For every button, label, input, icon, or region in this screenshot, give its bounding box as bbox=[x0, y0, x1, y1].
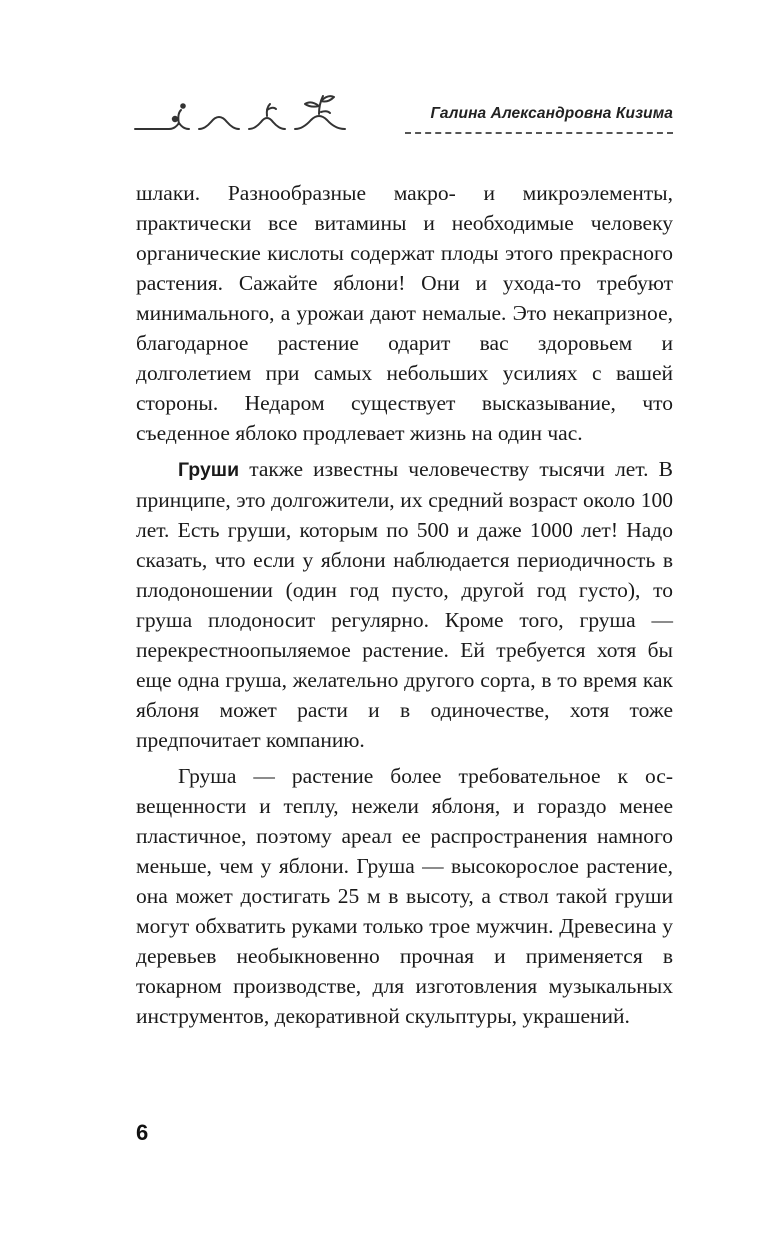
paragraph-2 bbox=[136, 454, 673, 755]
page-body bbox=[136, 178, 673, 1031]
header-dashed-rule bbox=[405, 132, 673, 134]
page-number: 6 bbox=[136, 1120, 149, 1145]
sprouting-seedling-ornament-icon bbox=[133, 88, 413, 140]
paragraph-3: Груша — растение более требовательное к освещенности и теплу, нежели яблоня, и гораздо менее пластичное, поэтому ареал ее распространения намного меньше, чем у яблони. Груша — высокорослое растение, она может достигать 25 м в высоту, а ствол такой груши могут обхватить руками только трое мужчин. Древесина у деревьев необыкновенно прочная и применяется в токарном производстве, для изготовления музыкальных инструментов, декоративной скульптуры, украшений. bbox=[136, 764, 673, 1028]
term-pears: Груши bbox=[178, 459, 240, 481]
paragraph-2-text: также известны человечеству тысячи лет. В принципе, это долгожители, их средний возраст около 100 лет. Есть груши, которым по 500 и даже 1000 лет! Надо сказать, что если у яблони наблюдается периодичность в плодоношении (один год пусто, другой год густо), то груша плодоносит регулярно. Кроме того, груша — перекрестноопыляемое растение. Ей требуется хотя бы еще одна груша, желательно другого сорта, в то время как яблоня может расти и в одиночестве, хотя тоже предпочитает компанию. bbox=[136, 457, 673, 752]
running-header-author: Галина Александровна Кизима bbox=[430, 105, 673, 122]
running-header bbox=[133, 88, 673, 140]
paragraph-1: шлаки. Разнообразные макро- и микроэлементы, практически все витамины и необходимые человеку органические кислоты содержат плоды этого прекрасного растения. Сажайте яблони! Они и ухода-то требуют минимального, а урожаи дают немалые. Это некапризное, благодарное растение одарит вас здоровьем и долголетием при самых небольших усилиях с вашей стороны. Недаром существует высказывание, что съеденное яблоко продлевает жизнь на один час. bbox=[136, 181, 673, 445]
